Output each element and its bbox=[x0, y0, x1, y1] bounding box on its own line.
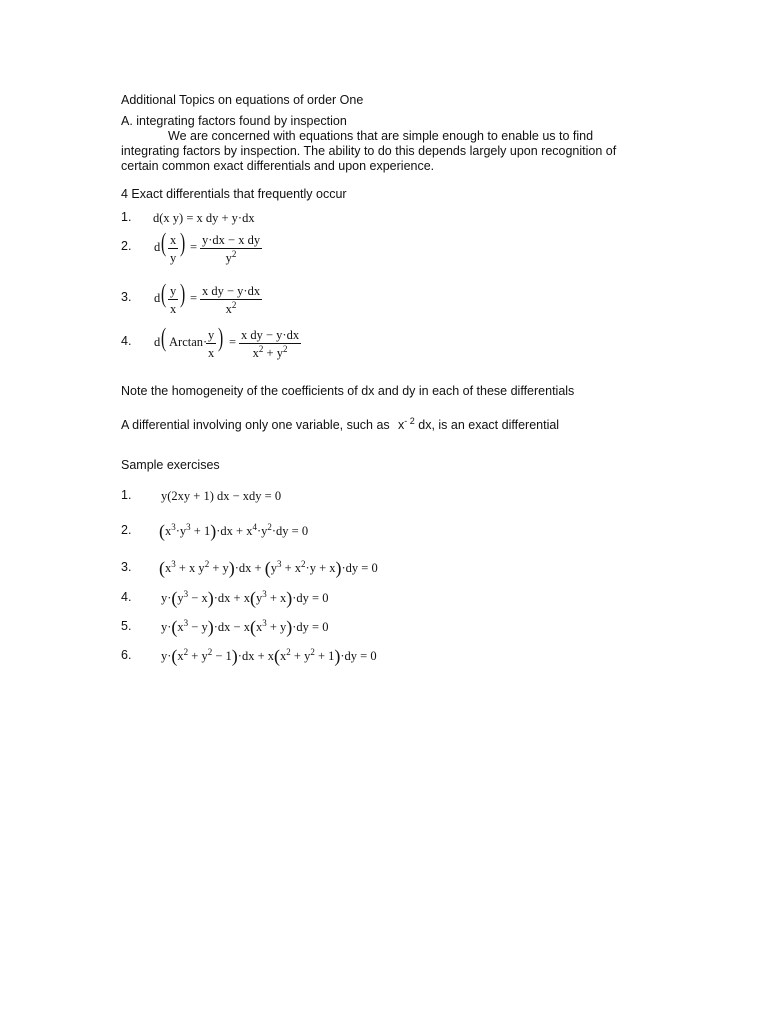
exact-2-left-paren: ( bbox=[161, 228, 167, 257]
exact-3-equals: = bbox=[190, 291, 198, 305]
sample-exercises-heading: Sample exercises bbox=[121, 458, 220, 472]
exact-3-left-paren: ( bbox=[161, 279, 167, 308]
exact-4-inner-fraction bbox=[206, 328, 216, 360]
left-paren: ( bbox=[171, 588, 178, 608]
exact-1-formula: d(x y) = x dy + y·dx bbox=[153, 211, 255, 225]
left-paren: ( bbox=[171, 646, 178, 666]
exercise-4-equation: $y\cdot(y^3 - x)\cdot dx + x(y^3 + x)\cdot dy = 0$ bbox=[161, 588, 329, 608]
exact-4-arctan: Arctan· bbox=[169, 335, 208, 349]
one-variable-note-expr: $x^{- 2}$ dx, is an exact differential bbox=[398, 416, 560, 432]
exact-4-number: 4. bbox=[121, 334, 132, 348]
exact-3-rhs-numerator: x dy − y·dx bbox=[202, 284, 261, 298]
exercise-5-equation: $y\cdot(x^3 - y)\cdot dx - x(x^3 + y)\cdot dy = 0$ bbox=[161, 617, 329, 637]
homogeneity-note: Note the homogeneity of the coefficients of dx and dy in each of these differentials bbox=[121, 384, 575, 398]
exact-2-rhs-numerator: y·dx − x dy bbox=[202, 233, 261, 247]
fraction-bar bbox=[168, 299, 178, 300]
left-paren: ( bbox=[249, 588, 256, 608]
exact-1-number: 1. bbox=[121, 210, 132, 224]
exact-4-left-paren: ( bbox=[161, 323, 167, 352]
right-paren: ) bbox=[207, 617, 214, 637]
exact-4-rhs-fraction bbox=[239, 328, 301, 360]
exact-4-d: d bbox=[154, 335, 161, 349]
exact-2-number: 2. bbox=[121, 239, 132, 253]
exact-4-right-paren: ) bbox=[218, 323, 224, 352]
exercise-6-number: 6. bbox=[121, 648, 132, 662]
exact-differentials-heading: 4 Exact differentials that frequently occur bbox=[121, 187, 347, 201]
exact-2-rhs-fraction bbox=[200, 233, 262, 265]
right-paren: ) bbox=[286, 588, 293, 608]
exercise-4-number: 4. bbox=[121, 590, 132, 604]
right-paren: ) bbox=[207, 588, 214, 608]
exercise-2-equation: $(x^3\cdot y^3 + 1)\cdot dx + x^4\cdot y^2\cdot dy = 0$ bbox=[159, 521, 309, 541]
right-paren: ) bbox=[210, 521, 217, 541]
exercise-2-number: 2. bbox=[121, 523, 132, 537]
left-paren: ( bbox=[264, 558, 271, 578]
intro-paragraph-text: We are concerned with equations that are simple enough to enable us to find integrating factors by inspection. The ability to do this depends largely upon recognition of certain common exact differentials and upon experience. bbox=[121, 129, 617, 173]
document-title: Additional Topics on equations of order One bbox=[121, 93, 364, 107]
exact-4-inner-denominator: x bbox=[208, 346, 215, 360]
left-paren: ( bbox=[274, 646, 281, 666]
left-paren: ( bbox=[171, 617, 178, 637]
right-paren: ) bbox=[228, 558, 235, 578]
exact-2-right-paren: ) bbox=[180, 228, 186, 257]
right-paren: ) bbox=[231, 646, 238, 666]
one-variable-note-pre: A differential involving only one variable, such as bbox=[121, 418, 390, 432]
exercise-3-equation: ($x^3 + x$ $y^2 + y)\cdot dx + (y^3 + x^2\cdot y + x)\cdot dy = 0$ bbox=[159, 558, 378, 578]
left-paren: ( bbox=[159, 521, 165, 541]
left-paren: ( bbox=[159, 558, 165, 578]
exact-4-rhs-numerator: x dy − y·dx bbox=[241, 328, 300, 342]
exercise-6-equation: $y\cdot(x^2 + y^2 - 1)\cdot dx + x(x^2 + y^2 + 1)\cdot dy = 0$ bbox=[161, 646, 377, 666]
right-paren: ) bbox=[335, 558, 342, 578]
exact-2-rhs-denominator: $y^2$ bbox=[225, 249, 237, 265]
exact-3-inner-numerator: y bbox=[170, 284, 177, 298]
exact-2-inner-numerator: x bbox=[170, 233, 177, 247]
right-paren: ) bbox=[334, 646, 341, 666]
exact-2-d: d bbox=[154, 240, 161, 254]
fraction-bar bbox=[168, 248, 178, 249]
exact-4-inner-numerator: y bbox=[208, 328, 215, 342]
exact-3-rhs-fraction bbox=[200, 284, 262, 316]
exact-4-equals: = bbox=[229, 335, 237, 349]
fraction-bar bbox=[239, 343, 301, 344]
exact-2-equals: = bbox=[190, 240, 198, 254]
exact-3-rhs-denominator: $x^2$ bbox=[225, 300, 237, 316]
exact-3-right-paren: ) bbox=[180, 279, 186, 308]
exact-4-rhs-denominator: $x^2 + y^2$ bbox=[252, 344, 288, 360]
exercise-5-number: 5. bbox=[121, 619, 132, 633]
exact-3-d: d bbox=[154, 291, 161, 305]
exact-2-inner-fraction bbox=[168, 233, 178, 265]
exercise-3-number: 3. bbox=[121, 560, 132, 574]
exercise-1-number: 1. bbox=[121, 488, 132, 502]
exercise-1-equation: y(2xy + 1) dx − xdy = 0 bbox=[161, 489, 282, 503]
exact-2-inner-denominator: y bbox=[170, 251, 177, 265]
intro-paragraph bbox=[121, 129, 641, 174]
left-paren: ( bbox=[249, 617, 256, 637]
fraction-bar bbox=[206, 343, 216, 344]
exact-3-number: 3. bbox=[121, 290, 132, 304]
exact-3-inner-denominator: x bbox=[170, 302, 177, 316]
section-a-heading: A. integrating factors found by inspection bbox=[121, 114, 347, 128]
exact-3-inner-fraction bbox=[168, 284, 178, 316]
right-paren: ) bbox=[286, 617, 293, 637]
